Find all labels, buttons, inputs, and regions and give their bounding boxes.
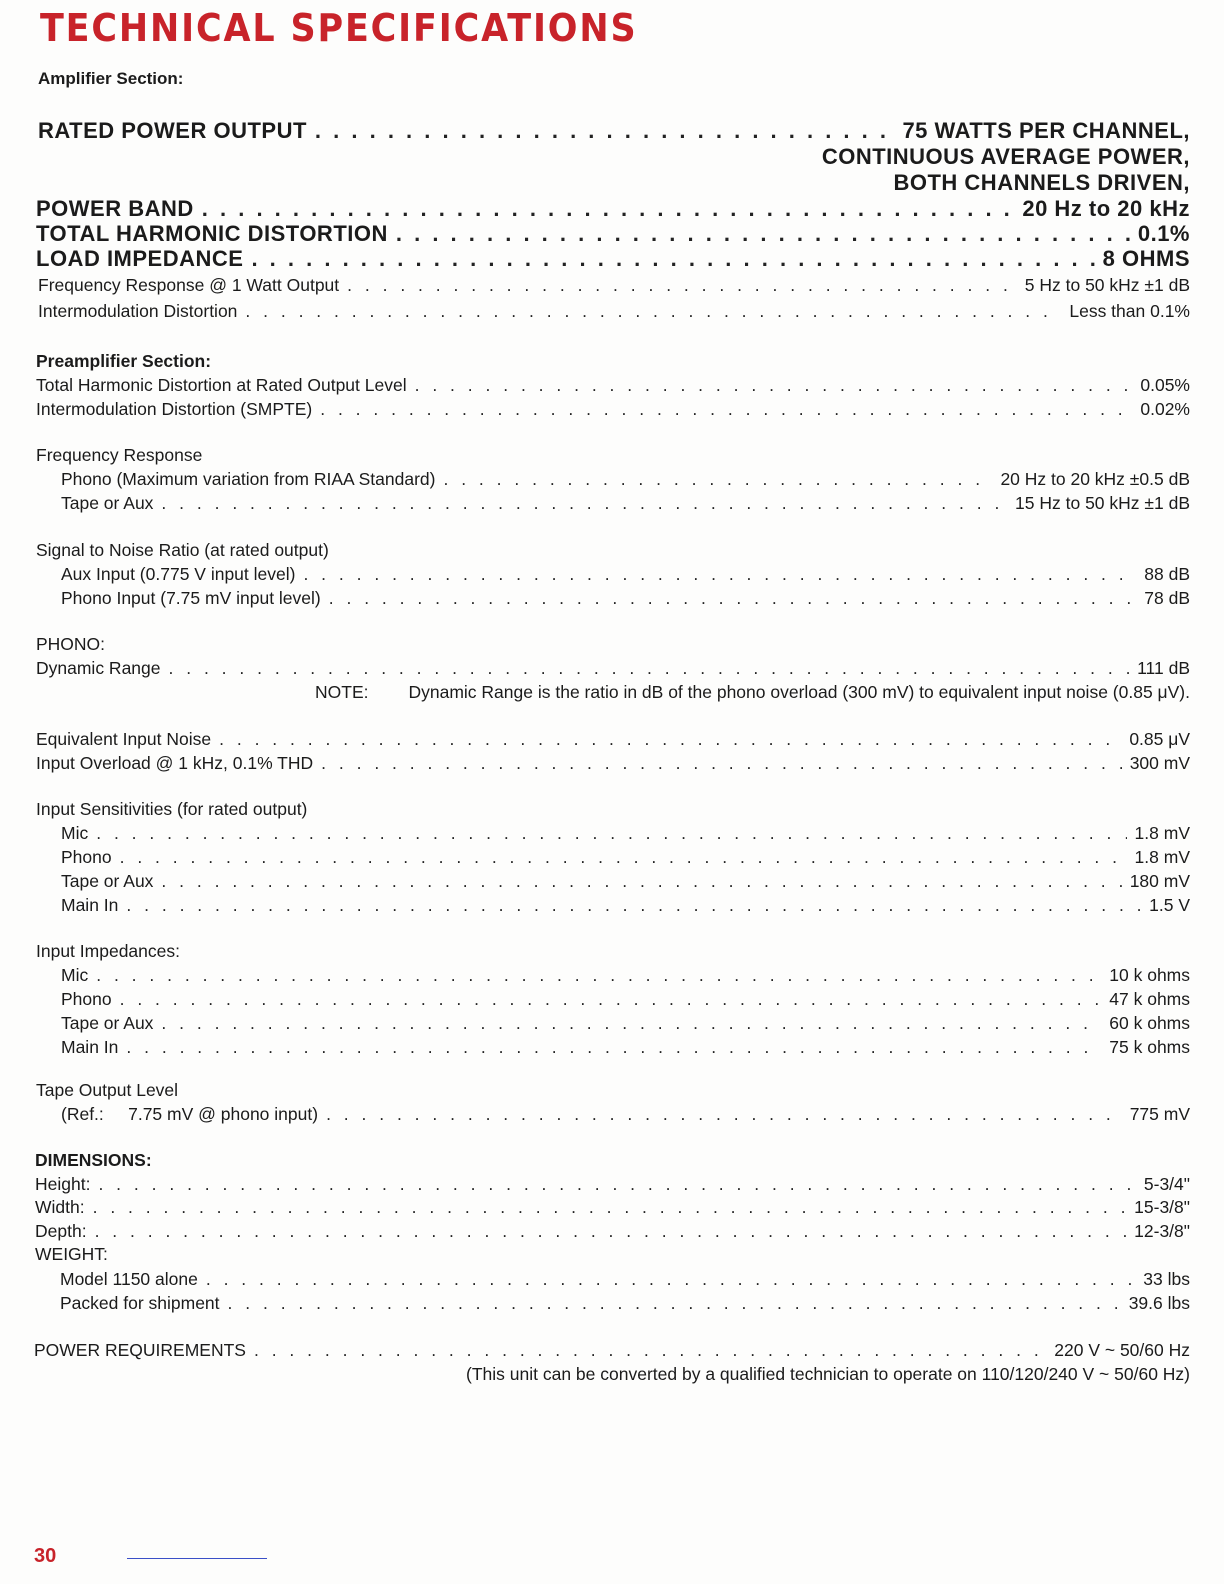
dot-leader xyxy=(251,246,1094,272)
spec-row-phono-riaa xyxy=(61,468,1190,490)
spec-label: Phono Input (7.75 mV input level) xyxy=(61,588,321,608)
spec-row-imd xyxy=(38,300,1190,322)
spec-row-weight-packed xyxy=(60,1292,1190,1314)
dot-leader xyxy=(96,822,1126,844)
spec-row-imp-tape xyxy=(61,1012,1190,1034)
footer-rule xyxy=(127,1558,267,1559)
spec-label: Mic xyxy=(61,823,89,843)
note-label: NOTE: xyxy=(315,682,369,702)
spec-row-height xyxy=(35,1173,1190,1195)
spec-label: POWER BAND xyxy=(36,196,194,221)
impedances-heading: Input Impedances: xyxy=(36,941,180,961)
spec-row-dynamic-range xyxy=(36,657,1190,679)
spec-value: 300 mV xyxy=(1129,753,1190,773)
spec-row-equivalent-input-noise xyxy=(36,728,1190,750)
note-text: Dynamic Range is the ratio in dB of the phono overload (300 mV) to equivalent input noise (0.85 μV). xyxy=(408,682,1190,702)
tape-output-heading: Tape Output Level xyxy=(36,1080,179,1100)
dot-leader xyxy=(95,1220,1127,1242)
spec-label: Tape or Aux xyxy=(61,1013,154,1033)
power-conversion-note: (This unit can be converted by a qualified technician to operate on 110/120/240 V ~ 50/60 Hz) xyxy=(466,1364,1190,1384)
dot-leader xyxy=(329,587,1137,609)
spec-value: 220 V ~ 50/60 Hz xyxy=(1054,1340,1190,1360)
spec-label: Packed for shipment xyxy=(60,1293,220,1313)
page-title: TECHNICAL SPECIFICATIONS xyxy=(40,6,638,50)
spec-value: 111 dB xyxy=(1137,658,1190,678)
spec-row-tape-output xyxy=(61,1103,1190,1125)
spec-label: Total Harmonic Distortion at Rated Output Level xyxy=(36,375,407,395)
spec-value: 33 lbs xyxy=(1143,1269,1190,1289)
spec-label: Phono (Maximum variation from RIAA Standard) xyxy=(61,469,436,489)
amplifier-heading: Amplifier Section: xyxy=(38,69,184,88)
spec-label: (Ref.: 7.75 mV @ phono input) xyxy=(61,1104,319,1124)
dot-leader xyxy=(415,374,1133,396)
spec-label: POWER REQUIREMENTS xyxy=(34,1340,246,1360)
spec-value: 12-3/8" xyxy=(1134,1221,1190,1241)
spec-row-power-requirements xyxy=(34,1339,1190,1361)
dot-leader xyxy=(321,752,1122,774)
spec-label: Mic xyxy=(61,965,89,985)
spec-row-tape-aux-response xyxy=(61,492,1190,514)
sensitivities-heading: Input Sensitivities (for rated output) xyxy=(36,799,308,819)
dynamic-range-note xyxy=(315,681,1190,703)
spec-value: 775 mV xyxy=(1129,1104,1190,1124)
spec-label: Phono xyxy=(61,847,112,867)
spec-label: RATED POWER OUTPUT xyxy=(38,118,307,143)
spec-value: 15 Hz to 50 kHz ±1 dB xyxy=(1015,493,1190,513)
spec-label: Width: xyxy=(35,1197,85,1217)
spec-label: TOTAL HARMONIC DISTORTION xyxy=(36,221,388,246)
spec-row-load-impedance xyxy=(36,246,1190,272)
dot-leader xyxy=(219,728,1121,750)
dot-leader xyxy=(228,1292,1121,1314)
spec-row-sens-phono xyxy=(61,846,1190,868)
spec-row-preamp-imd xyxy=(36,398,1190,420)
spec-value: 47 k ohms xyxy=(1109,989,1190,1009)
rated-power-value-line-3: BOTH CHANNELS DRIVEN, xyxy=(893,170,1190,195)
spec-value: 180 mV xyxy=(1129,871,1190,891)
spec-value: 39.6 lbs xyxy=(1128,1293,1190,1313)
spec-row-width xyxy=(35,1196,1190,1218)
dot-leader xyxy=(320,398,1132,420)
spec-value: 75 WATTS PER CHANNEL, xyxy=(902,118,1190,143)
spec-row-preamp-thd xyxy=(36,374,1190,396)
spec-row-snr-aux xyxy=(61,563,1190,585)
dot-leader xyxy=(245,300,1061,322)
spec-value: 5 Hz to 50 kHz ±1 dB xyxy=(1024,275,1190,295)
spec-value: 75 k ohms xyxy=(1109,1037,1190,1057)
spec-value: 1.5 V xyxy=(1149,895,1190,915)
spec-label: Tape or Aux xyxy=(61,493,154,513)
spec-value: Less than 0.1% xyxy=(1069,301,1190,321)
spec-row-input-overload xyxy=(36,752,1190,774)
spec-value: 60 k ohms xyxy=(1109,1013,1190,1033)
spec-row-weight-alone xyxy=(60,1268,1190,1290)
spec-label: Tape or Aux xyxy=(61,871,154,891)
spec-value: 1.8 mV xyxy=(1134,823,1190,843)
spec-label: Frequency Response @ 1 Watt Output xyxy=(38,275,340,295)
dot-leader xyxy=(315,118,895,144)
spec-label: LOAD IMPEDANCE xyxy=(36,246,244,271)
phono-heading: PHONO: xyxy=(36,634,106,654)
dimensions-heading: DIMENSIONS: xyxy=(35,1150,152,1170)
frequency-response-heading: Frequency Response xyxy=(36,445,203,465)
spec-label: Dynamic Range xyxy=(36,658,161,678)
preamp-heading: Preamplifier Section: xyxy=(36,351,212,371)
spec-label: Input Overload @ 1 kHz, 0.1% THD xyxy=(36,753,314,773)
spec-row-depth xyxy=(35,1220,1190,1242)
spec-row-sens-mic xyxy=(61,822,1190,844)
spec-row-power-band xyxy=(36,196,1190,222)
spec-label: Model 1150 alone xyxy=(60,1269,198,1289)
page-number: 30 xyxy=(34,1545,57,1567)
dot-leader xyxy=(303,563,1136,585)
spec-label: Intermodulation Distortion (SMPTE) xyxy=(36,399,313,419)
spec-label: Phono xyxy=(61,989,112,1009)
spec-label: Intermodulation Distortion xyxy=(38,301,238,321)
spec-value: 78 dB xyxy=(1144,588,1190,608)
spec-row-imp-main xyxy=(61,1036,1190,1058)
spec-row-imp-mic xyxy=(61,964,1190,986)
spec-value: 15-3/8" xyxy=(1134,1197,1190,1217)
dot-leader xyxy=(396,221,1130,247)
spec-value: 20 Hz to 20 kHz ±0.5 dB xyxy=(1000,469,1190,489)
rated-power-value-line-2: CONTINUOUS AVERAGE POWER, xyxy=(821,144,1190,169)
dot-leader xyxy=(120,846,1127,868)
spec-label: Equivalent Input Noise xyxy=(36,729,212,749)
dot-leader xyxy=(326,1103,1122,1125)
spec-row-snr-phono xyxy=(61,587,1190,609)
spec-value: 8 OHMS xyxy=(1102,246,1190,271)
dot-leader xyxy=(161,492,1007,514)
spec-value: 88 dB xyxy=(1144,564,1190,584)
spec-value: 1.8 mV xyxy=(1134,847,1190,867)
spec-value: 0.1% xyxy=(1137,221,1190,246)
spec-row-frequency-response xyxy=(38,274,1190,296)
dot-leader xyxy=(93,1196,1127,1218)
dot-leader xyxy=(120,988,1102,1010)
dot-leader xyxy=(347,274,1017,296)
dot-leader xyxy=(206,1268,1135,1290)
dot-leader xyxy=(254,1339,1046,1361)
spec-value: 5-3/4" xyxy=(1143,1174,1190,1194)
spec-value: 0.05% xyxy=(1140,375,1190,395)
dot-leader xyxy=(98,1173,1135,1195)
spec-label: Aux Input (0.775 V input level) xyxy=(61,564,296,584)
spec-label: Main In xyxy=(61,895,119,915)
spec-value: 0.85 μV xyxy=(1129,729,1190,749)
dot-leader xyxy=(161,870,1121,892)
spec-value: 10 k ohms xyxy=(1109,965,1190,985)
spec-label: Height: xyxy=(35,1174,91,1194)
spec-value: 0.02% xyxy=(1140,399,1190,419)
spec-value: 20 Hz to 20 kHz xyxy=(1022,196,1190,221)
spec-row-thd xyxy=(36,221,1190,247)
spec-row-sens-main xyxy=(61,894,1190,916)
dot-leader xyxy=(169,657,1130,679)
dot-leader xyxy=(126,894,1141,916)
spec-label: Depth: xyxy=(35,1221,87,1241)
dot-leader xyxy=(96,964,1101,986)
spec-label: Main In xyxy=(61,1037,119,1057)
weight-heading: WEIGHT: xyxy=(35,1244,108,1264)
snr-heading: Signal to Noise Ratio (at rated output) xyxy=(36,540,329,560)
spec-row-sens-tape xyxy=(61,870,1190,892)
spec-row-imp-phono xyxy=(61,988,1190,1010)
spec-row-rated-power xyxy=(38,118,1190,144)
dot-leader xyxy=(443,468,992,490)
dot-leader xyxy=(202,196,1015,222)
dot-leader xyxy=(126,1036,1101,1058)
dot-leader xyxy=(161,1012,1101,1034)
